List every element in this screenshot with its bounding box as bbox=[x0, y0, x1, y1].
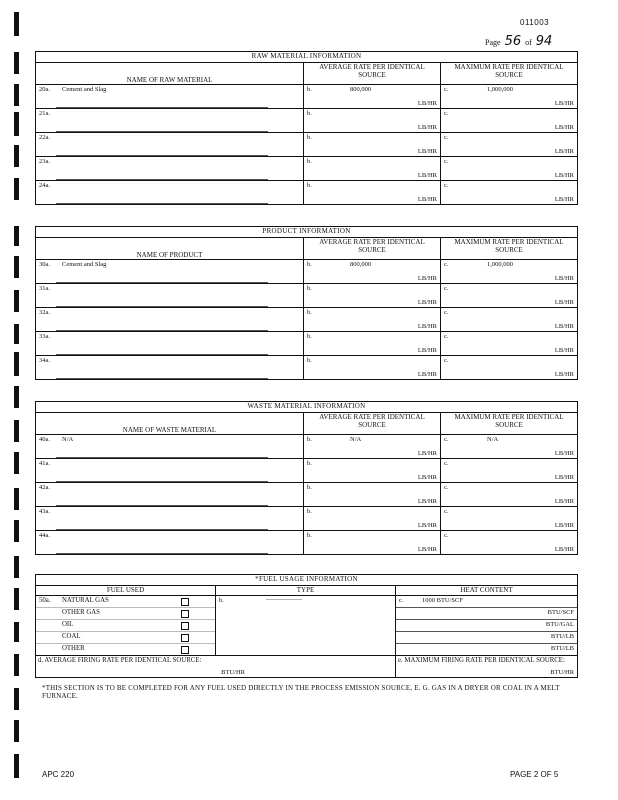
b-label: b. bbox=[307, 110, 312, 117]
avg-firing-rate-unit: BTU/HR bbox=[221, 669, 245, 676]
fuel-type-value: —————— bbox=[266, 597, 302, 603]
maximum-rate-cell[interactable] bbox=[441, 260, 578, 284]
row-label: 44a. bbox=[39, 532, 51, 539]
binder-mark bbox=[14, 256, 19, 278]
c-label: c. bbox=[444, 134, 449, 141]
average-rate-unit: LB/HR bbox=[417, 148, 437, 155]
binder-mark bbox=[14, 112, 19, 136]
fuel-heat-cell bbox=[396, 596, 578, 656]
average-rate-unit: LB/HR bbox=[417, 124, 437, 131]
document-number: 011003 bbox=[520, 18, 550, 27]
fuel-col-used: FUEL USED bbox=[36, 586, 216, 596]
table-row bbox=[36, 260, 578, 284]
material-name: Cement and Slag bbox=[62, 261, 107, 268]
page-current: 56 bbox=[504, 34, 522, 49]
material-name-cell[interactable] bbox=[36, 109, 304, 133]
material-name-cell[interactable] bbox=[36, 284, 304, 308]
raw-col-name: NAME OF RAW MATERIAL bbox=[36, 63, 304, 85]
average-rate-value: 800,000 bbox=[350, 86, 372, 93]
page-total: 94 bbox=[535, 34, 553, 49]
maximum-rate-cell[interactable] bbox=[441, 85, 578, 109]
fuel-col-heat: HEAT CONTENT bbox=[396, 586, 578, 596]
maximum-rate-unit: LB/HR bbox=[554, 100, 574, 107]
material-name-cell[interactable] bbox=[36, 133, 304, 157]
table-row bbox=[36, 332, 578, 356]
row-label: 24a. bbox=[39, 182, 51, 189]
average-rate-cell[interactable] bbox=[304, 157, 441, 181]
fuel-option bbox=[36, 620, 215, 632]
row-label: 42a. bbox=[39, 484, 51, 491]
product-col-name: NAME OF PRODUCT bbox=[36, 238, 304, 260]
fuel-option bbox=[36, 608, 215, 620]
maximum-rate-cell[interactable] bbox=[441, 133, 578, 157]
heat-content-row[interactable] bbox=[396, 596, 577, 608]
fuel-checkbox[interactable] bbox=[181, 622, 189, 630]
maximum-rate-cell[interactable] bbox=[441, 157, 578, 181]
binder-mark bbox=[14, 290, 19, 312]
average-rate-cell[interactable] bbox=[304, 356, 441, 380]
binder-mark bbox=[14, 688, 19, 710]
form-number: APC 220 bbox=[42, 770, 75, 779]
table-row bbox=[36, 308, 578, 332]
material-name-cell[interactable] bbox=[36, 332, 304, 356]
binder-mark bbox=[14, 352, 19, 376]
maximum-rate-unit: LB/HR bbox=[554, 347, 574, 354]
material-name-cell[interactable] bbox=[36, 260, 304, 284]
maximum-rate-cell[interactable] bbox=[441, 109, 578, 133]
c-label: c. bbox=[444, 309, 449, 316]
maximum-rate-value: N/A bbox=[487, 436, 499, 443]
average-rate-unit: LB/HR bbox=[417, 275, 437, 282]
fuel-type-cell bbox=[216, 596, 396, 656]
table-row bbox=[36, 157, 578, 181]
heat-content-unit: BTU/SCF bbox=[547, 609, 575, 616]
average-rate-cell[interactable] bbox=[304, 260, 441, 284]
heat-content-unit: BTU/GAL bbox=[545, 621, 575, 628]
binder-mark bbox=[14, 754, 19, 778]
b-label: b. bbox=[307, 436, 312, 443]
maximum-rate-value: 1,000,000 bbox=[487, 261, 513, 268]
maximum-rate-cell[interactable] bbox=[441, 435, 578, 459]
c-label: c. bbox=[444, 86, 449, 93]
maximum-rate-unit: LB/HR bbox=[554, 474, 575, 481]
fuel-b-label: b. bbox=[219, 597, 224, 604]
b-label: b. bbox=[307, 460, 312, 467]
fuel-checkbox[interactable] bbox=[181, 598, 189, 606]
heat-content-row[interactable] bbox=[396, 644, 577, 655]
fuel-option bbox=[36, 596, 215, 608]
binder-mark bbox=[14, 386, 19, 408]
binder-mark bbox=[14, 622, 19, 642]
average-rate-unit: LB/HR bbox=[417, 546, 437, 553]
binder-mark bbox=[14, 654, 19, 676]
maximum-rate-unit: LB/HR bbox=[554, 323, 574, 330]
heat-content-unit: BTU/LB bbox=[550, 645, 575, 652]
material-name: Cement and Slag bbox=[62, 86, 107, 93]
maximum-rate-cell[interactable] bbox=[441, 308, 578, 332]
material-name-cell[interactable] bbox=[36, 181, 304, 205]
material-name-cell[interactable] bbox=[36, 507, 304, 531]
raw-material-table bbox=[35, 51, 578, 205]
heat-content-unit: BTU/LB bbox=[550, 633, 575, 640]
average-rate-cell[interactable] bbox=[304, 459, 441, 483]
average-rate-cell[interactable] bbox=[304, 133, 441, 157]
fuel-table bbox=[35, 574, 578, 678]
c-label: c. bbox=[444, 484, 449, 491]
b-label: b. bbox=[307, 309, 312, 316]
average-rate-unit: LB/HR bbox=[417, 299, 437, 306]
heat-content-unit: 1000 BTU/SCF bbox=[422, 597, 463, 604]
table-row bbox=[36, 356, 578, 380]
c-label: c. bbox=[444, 508, 449, 515]
average-rate-unit: LB/HR bbox=[417, 474, 437, 481]
product-table bbox=[35, 226, 578, 380]
avg-firing-rate-label: d. AVERAGE FIRING RATE PER IDENTICAL SOURCE: bbox=[38, 657, 202, 664]
b-label: b. bbox=[307, 484, 312, 491]
binder-mark bbox=[14, 226, 19, 246]
max-firing-rate-cell bbox=[396, 656, 578, 678]
average-rate-cell[interactable] bbox=[304, 85, 441, 109]
average-rate-unit: LB/HR bbox=[417, 347, 437, 354]
average-rate-unit: LB/HR bbox=[417, 100, 437, 107]
binder-mark bbox=[14, 324, 19, 344]
average-rate-cell[interactable] bbox=[304, 435, 441, 459]
product-col-avg: AVERAGE RATE PER IDENTICAL SOURCE bbox=[304, 238, 441, 260]
maximum-rate-cell[interactable] bbox=[441, 459, 578, 483]
waste-table bbox=[35, 401, 578, 555]
binder-mark bbox=[14, 84, 19, 106]
fuel-checkbox[interactable] bbox=[181, 634, 189, 642]
c-label: c. bbox=[444, 182, 449, 189]
b-label: b. bbox=[307, 86, 312, 93]
fuel-name: OIL bbox=[62, 621, 74, 628]
maximum-rate-cell[interactable] bbox=[441, 181, 578, 205]
row-label: 43a. bbox=[39, 508, 51, 515]
maximum-rate-cell[interactable] bbox=[441, 356, 578, 380]
table-row bbox=[36, 284, 578, 308]
page-label: Page bbox=[485, 38, 501, 47]
binder-mark bbox=[14, 556, 19, 578]
heat-content-row[interactable] bbox=[396, 608, 577, 620]
row-label: 31a. bbox=[39, 285, 51, 292]
b-label: b. bbox=[307, 285, 312, 292]
heat-content-row[interactable] bbox=[396, 620, 577, 632]
binder-mark bbox=[14, 145, 19, 167]
maximum-rate-unit: LB/HR bbox=[554, 299, 574, 306]
binder-mark bbox=[14, 588, 19, 610]
c-label: c. bbox=[444, 261, 449, 268]
maximum-rate-unit: LB/HR bbox=[554, 546, 575, 553]
waste-col-max: MAXIMUM RATE PER IDENTICAL SOURCE bbox=[441, 413, 578, 435]
average-rate-unit: LB/HR bbox=[417, 450, 437, 457]
average-rate-unit: LB/HR bbox=[417, 522, 437, 529]
fuel-checkbox[interactable] bbox=[181, 610, 189, 618]
maximum-rate-unit: LB/HR bbox=[554, 172, 574, 179]
b-label: b. bbox=[307, 357, 312, 364]
row-label: 21a. bbox=[39, 110, 51, 117]
b-label: b. bbox=[307, 182, 312, 189]
c-label: c. bbox=[444, 460, 449, 467]
maximum-rate-cell[interactable] bbox=[441, 284, 578, 308]
maximum-rate-unit: LB/HR bbox=[554, 124, 574, 131]
maximum-rate-unit: LB/HR bbox=[554, 275, 574, 282]
c-label: c. bbox=[444, 436, 449, 443]
fuel-option bbox=[36, 632, 215, 644]
average-rate-unit: LB/HR bbox=[417, 196, 437, 203]
fuel-name: OTHER GAS bbox=[62, 609, 100, 616]
maximum-rate-cell[interactable] bbox=[441, 332, 578, 356]
binder-mark bbox=[14, 520, 19, 542]
maximum-rate-unit: LB/HR bbox=[554, 450, 575, 457]
table-row bbox=[36, 109, 578, 133]
row-label: 33a. bbox=[39, 333, 51, 340]
table-row bbox=[36, 435, 578, 459]
page-of: of bbox=[525, 38, 532, 47]
binder-mark bbox=[14, 452, 19, 474]
heat-content-row[interactable] bbox=[396, 632, 577, 644]
material-name-cell[interactable] bbox=[36, 531, 304, 555]
material-name-cell[interactable] bbox=[36, 308, 304, 332]
raw-col-avg: AVERAGE RATE PER IDENTICAL SOURCE bbox=[304, 63, 441, 85]
binder-mark bbox=[14, 420, 19, 442]
average-rate-cell[interactable] bbox=[304, 109, 441, 133]
page-footer: PAGE 2 OF 5 bbox=[510, 770, 559, 779]
maximum-rate-unit: LB/HR bbox=[554, 196, 574, 203]
maximum-rate-cell[interactable] bbox=[441, 507, 578, 531]
material-name-cell[interactable] bbox=[36, 85, 304, 109]
b-label: b. bbox=[307, 261, 312, 268]
table-row bbox=[36, 181, 578, 205]
table-row bbox=[36, 459, 578, 483]
average-rate-cell[interactable] bbox=[304, 531, 441, 555]
average-rate-value: 800,000 bbox=[350, 261, 372, 268]
fuel-footnote: *THIS SECTION IS TO BE COMPLETED FOR ANY FUEL USED DIRECTLY IN THE PROCESS EMISSION SOURCE, E. G. GAS IN A DRYER OR COAL IN A MELT FURNACE. bbox=[42, 684, 560, 700]
table-row bbox=[36, 507, 578, 531]
max-firing-rate-label: e. MAXIMUM FIRING RATE PER IDENTICAL SOURCE: bbox=[398, 657, 565, 664]
average-rate-unit: LB/HR bbox=[417, 498, 437, 505]
material-name: N/A bbox=[62, 436, 74, 443]
raw-material-title: RAW MATERIAL INFORMATION bbox=[36, 52, 578, 63]
table-row bbox=[36, 85, 578, 109]
fuel-c-label: c. bbox=[399, 597, 404, 604]
b-label: b. bbox=[307, 333, 312, 340]
maximum-rate-unit: LB/HR bbox=[554, 371, 574, 378]
binder-mark bbox=[14, 52, 19, 74]
material-name-cell[interactable] bbox=[36, 435, 304, 459]
average-rate-cell[interactable] bbox=[304, 332, 441, 356]
material-name-cell[interactable] bbox=[36, 459, 304, 483]
binder-mark bbox=[14, 488, 19, 510]
fuel-checkbox[interactable] bbox=[181, 646, 189, 654]
fuel-list-cell bbox=[36, 596, 216, 656]
b-label: b. bbox=[307, 508, 312, 515]
entry-line bbox=[56, 378, 268, 379]
maximum-rate-cell[interactable] bbox=[441, 531, 578, 555]
raw-col-max: MAXIMUM RATE PER IDENTICAL SOURCE bbox=[441, 63, 578, 85]
fuel-row-label: 50a. bbox=[39, 597, 51, 604]
row-label: 40a. bbox=[39, 436, 51, 443]
row-label: 30a. bbox=[39, 261, 51, 268]
material-name-cell[interactable] bbox=[36, 356, 304, 380]
table-row bbox=[36, 483, 578, 507]
maximum-rate-cell[interactable] bbox=[441, 483, 578, 507]
page-counter bbox=[485, 32, 577, 49]
average-rate-cell[interactable] bbox=[304, 507, 441, 531]
material-name-cell[interactable] bbox=[36, 483, 304, 507]
max-firing-rate-unit: BTU/HR bbox=[550, 669, 575, 676]
entry-line bbox=[56, 203, 268, 204]
c-label: c. bbox=[444, 532, 449, 539]
binder-mark bbox=[14, 178, 19, 200]
fuel-title: *FUEL USAGE INFORMATION bbox=[36, 575, 578, 586]
binder-mark bbox=[14, 12, 19, 36]
product-title: PRODUCT INFORMATION bbox=[36, 227, 578, 238]
average-rate-value: N/A bbox=[350, 436, 362, 443]
c-label: c. bbox=[444, 158, 449, 165]
binder-mark bbox=[14, 720, 19, 742]
row-label: 22a. bbox=[39, 134, 51, 141]
average-rate-unit: LB/HR bbox=[417, 371, 437, 378]
row-label: 41a. bbox=[39, 460, 51, 467]
entry-line bbox=[56, 553, 268, 554]
waste-col-avg: AVERAGE RATE PER IDENTICAL SOURCE bbox=[304, 413, 441, 435]
waste-title: WASTE MATERIAL INFORMATION bbox=[36, 402, 578, 413]
maximum-rate-unit: LB/HR bbox=[554, 498, 575, 505]
fuel-option bbox=[36, 644, 215, 655]
c-label: c. bbox=[444, 357, 449, 364]
fuel-name: COAL bbox=[62, 633, 81, 640]
material-name-cell[interactable] bbox=[36, 157, 304, 181]
table-row bbox=[36, 133, 578, 157]
maximum-rate-unit: LB/HR bbox=[554, 522, 575, 529]
maximum-rate-value: 1,000,000 bbox=[487, 86, 513, 93]
average-rate-cell[interactable] bbox=[304, 308, 441, 332]
fuel-name: OTHER bbox=[62, 645, 85, 652]
average-rate-cell[interactable] bbox=[304, 284, 441, 308]
row-label: 32a. bbox=[39, 309, 51, 316]
waste-col-name: NAME OF WASTE MATERIAL bbox=[36, 413, 304, 435]
row-label: 20a. bbox=[39, 86, 51, 93]
row-label: 34a. bbox=[39, 357, 51, 364]
c-label: c. bbox=[444, 110, 449, 117]
fuel-col-type: TYPE bbox=[216, 586, 396, 596]
b-label: b. bbox=[307, 158, 312, 165]
b-label: b. bbox=[307, 134, 312, 141]
b-label: b. bbox=[307, 532, 312, 539]
product-col-max: MAXIMUM RATE PER IDENTICAL SOURCE bbox=[441, 238, 578, 260]
average-rate-unit: LB/HR bbox=[417, 323, 437, 330]
c-label: c. bbox=[444, 333, 449, 340]
row-label: 23a. bbox=[39, 158, 51, 165]
maximum-rate-unit: LB/HR bbox=[554, 148, 574, 155]
fuel-name: NATURAL GAS bbox=[62, 597, 109, 604]
table-row bbox=[36, 531, 578, 555]
avg-firing-rate-cell bbox=[36, 656, 396, 678]
average-rate-cell[interactable] bbox=[304, 181, 441, 205]
average-rate-unit: LB/HR bbox=[417, 172, 437, 179]
c-label: c. bbox=[444, 285, 449, 292]
average-rate-cell[interactable] bbox=[304, 483, 441, 507]
